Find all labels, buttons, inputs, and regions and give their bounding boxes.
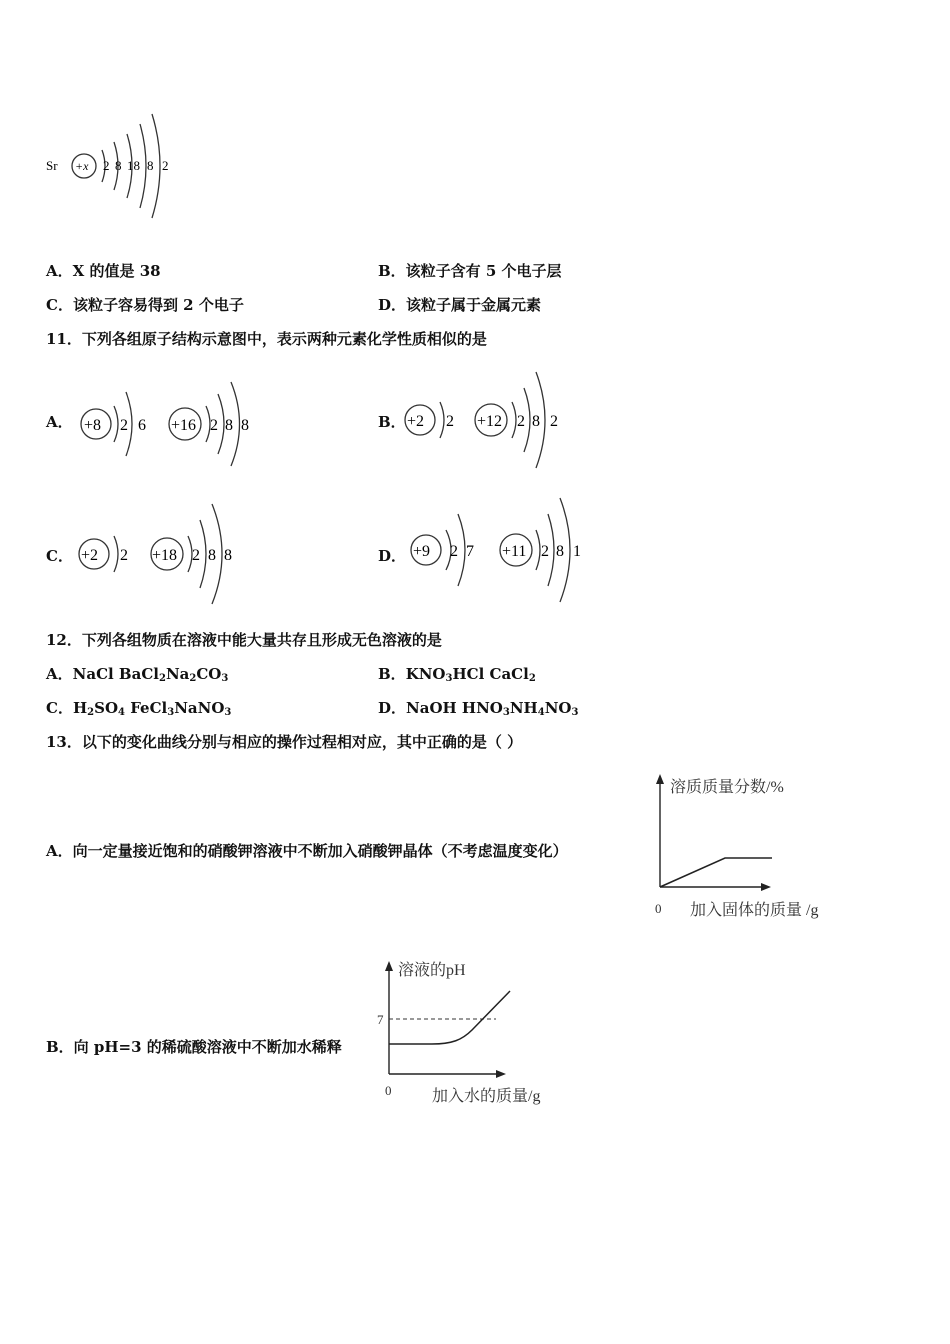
- q13-graph-b-ylabel: 溶液的pH: [398, 962, 466, 979]
- formula-text: CO: [196, 665, 222, 683]
- q11-c-atom2-shell-3: 8: [224, 547, 232, 564]
- sr-shell-2: 8: [115, 158, 122, 173]
- formula-text: SO: [94, 699, 119, 717]
- q13-graph-a-ylabel: 溶质质量分数/%: [670, 779, 784, 796]
- sr-shell-1: 2: [103, 158, 110, 173]
- q11-option-c-label[interactable]: C．: [46, 547, 73, 565]
- formula-text: Na: [165, 665, 190, 683]
- sr-shell-5: 2: [162, 158, 169, 173]
- q11-d-atom2-shell-2: 8: [556, 543, 564, 560]
- q11-option-c-diagram: [74, 496, 254, 612]
- q11-option-b-label[interactable]: B．: [378, 413, 406, 431]
- q12-option-b-label: B．: [378, 665, 406, 683]
- formula-subscript: 2: [528, 673, 536, 684]
- q13-graph-a-curve: [660, 858, 772, 887]
- formula-subscript: 3: [502, 707, 510, 718]
- q12-option-a[interactable]: [46, 665, 228, 688]
- formula-text: KNO: [405, 665, 446, 683]
- formula-text: HCl CaCl: [452, 665, 529, 683]
- q11-c-atom2-nucleus: +18: [152, 547, 178, 564]
- q12-option-d-label: D．: [378, 699, 407, 717]
- y-axis-arrow-icon: [656, 774, 664, 784]
- q11-a-atom1-shell-1: 2: [120, 417, 128, 434]
- q11-a-atom2-nucleus: +16: [171, 417, 197, 434]
- q12-stem: 12．下列各组物质在溶液中能大量共存且形成无色溶液的是: [46, 631, 442, 649]
- q11-b-atom2-shell-2: 8: [532, 413, 540, 430]
- q11-d-atom2-shell-3: 1: [573, 543, 581, 560]
- q11-b-atom1-nucleus: +2: [407, 413, 425, 430]
- y-axis-arrow-icon: [385, 961, 393, 971]
- q11-d-atom1-nucleus: +9: [413, 543, 431, 560]
- q11-c-atom2-shell-2: 8: [208, 547, 216, 564]
- q13-graph-b-curve: [389, 991, 510, 1044]
- q11-option-d-label[interactable]: D．: [378, 547, 407, 565]
- q11-option-a-diagram: [78, 372, 268, 480]
- formula-subscript: 3: [224, 707, 232, 718]
- q13-stem: 13．以下的变化曲线分别与相应的操作过程相对应，其中正确的是（ ）: [46, 733, 523, 751]
- formula-subscript: 3: [221, 673, 229, 684]
- sr-structure-diagram: [40, 100, 180, 230]
- q13-option-b[interactable]: B．向 pH=3 的稀硫酸溶液中不断加水稀释: [46, 1038, 342, 1056]
- sr-shell-4: 8: [147, 158, 154, 173]
- sr-symbol: Sr: [46, 158, 58, 173]
- q10-option-c[interactable]: C．该粒子容易得到 2 个电子: [46, 296, 244, 314]
- q11-d-atom1-shell-2: 7: [466, 543, 474, 560]
- q11-d-atom1-shell-1: 2: [450, 543, 458, 560]
- q11-d-atom2-nucleus: +11: [502, 543, 527, 560]
- q11-c-atom2-shell-1: 2: [192, 547, 200, 564]
- formula-text: NaNO: [174, 699, 225, 717]
- q12-option-c[interactable]: [46, 699, 231, 722]
- q11-stem: 11．下列各组原子结构示意图中，表示两种元素化学性质相似的是: [46, 330, 487, 348]
- q10-option-b[interactable]: B．该粒子含有 5 个电子层: [378, 262, 562, 280]
- q11-a-atom2-shell-1: 2: [210, 417, 218, 434]
- formula-text: NaOH HNO: [406, 699, 503, 717]
- x-axis-arrow-icon: [496, 1070, 506, 1078]
- q12-option-b[interactable]: [378, 665, 536, 688]
- q12-option-d[interactable]: [378, 699, 578, 722]
- q13-graph-b: [372, 958, 572, 1110]
- q11-a-atom2-shell-2: 8: [225, 417, 233, 434]
- q13-graph-b-origin: 0: [385, 1083, 392, 1098]
- formula-text: H: [72, 699, 88, 717]
- formula-subscript: 4: [118, 707, 125, 718]
- q12-option-c-label: C．: [46, 699, 73, 717]
- formula-subscript: 2: [189, 673, 197, 684]
- q13-graph-b-ref-value: 7: [377, 1012, 384, 1027]
- q11-option-b-diagram: [402, 362, 582, 480]
- q11-b-atom2-shell-1: 2: [517, 413, 525, 430]
- q13-graph-b-xlabel: 加入水的质量/g: [432, 1088, 541, 1105]
- q11-d-atom2-shell-1: 2: [541, 543, 549, 560]
- q11-c-atom1-shell-1: 2: [120, 547, 128, 564]
- q11-c-atom1-nucleus: +2: [81, 547, 99, 564]
- formula-text: FeCl: [124, 699, 168, 717]
- sr-shell-3: 18: [127, 158, 140, 173]
- q11-a-atom1-shell-2: 6: [138, 417, 146, 434]
- formula-subscript: 2: [87, 707, 95, 718]
- formula-subscript: 3: [571, 707, 579, 718]
- q10-option-d[interactable]: D．该粒子属于金属元素: [378, 296, 542, 314]
- q11-option-a-label[interactable]: A．: [46, 413, 73, 431]
- q13-option-a[interactable]: A．向一定量接近饱和的硝酸钾溶液中不断加入硝酸钾晶体（不考虑温度变化）: [46, 842, 568, 860]
- q13-graph-a-xlabel: 加入固体的质量 /g: [690, 902, 819, 919]
- q13-graph-a: [650, 772, 840, 922]
- formula-text: NH: [509, 699, 538, 717]
- formula-subscript: 4: [537, 707, 545, 718]
- q11-b-atom1-shell-1: 2: [446, 413, 454, 430]
- q13-graph-a-origin: 0: [655, 901, 662, 916]
- q11-option-d-diagram: [408, 492, 588, 612]
- formula-subscript: 3: [167, 707, 175, 718]
- formula-text: NO: [544, 699, 572, 717]
- x-axis-arrow-icon: [761, 883, 771, 891]
- q12-option-a-label: A．: [46, 665, 73, 683]
- sr-nucleus-charge: +x: [75, 159, 89, 173]
- formula-text: NaCl BaCl: [72, 665, 159, 683]
- q11-a-atom1-nucleus: +8: [84, 417, 102, 434]
- q11-b-atom2-shell-3: 2: [550, 413, 558, 430]
- q10-option-a[interactable]: A．X 的值是 38: [46, 262, 161, 280]
- formula-subscript: 3: [445, 673, 453, 684]
- formula-subscript: 2: [158, 673, 166, 684]
- q11-b-atom2-nucleus: +12: [477, 413, 503, 430]
- q11-a-atom2-shell-3: 8: [241, 417, 249, 434]
